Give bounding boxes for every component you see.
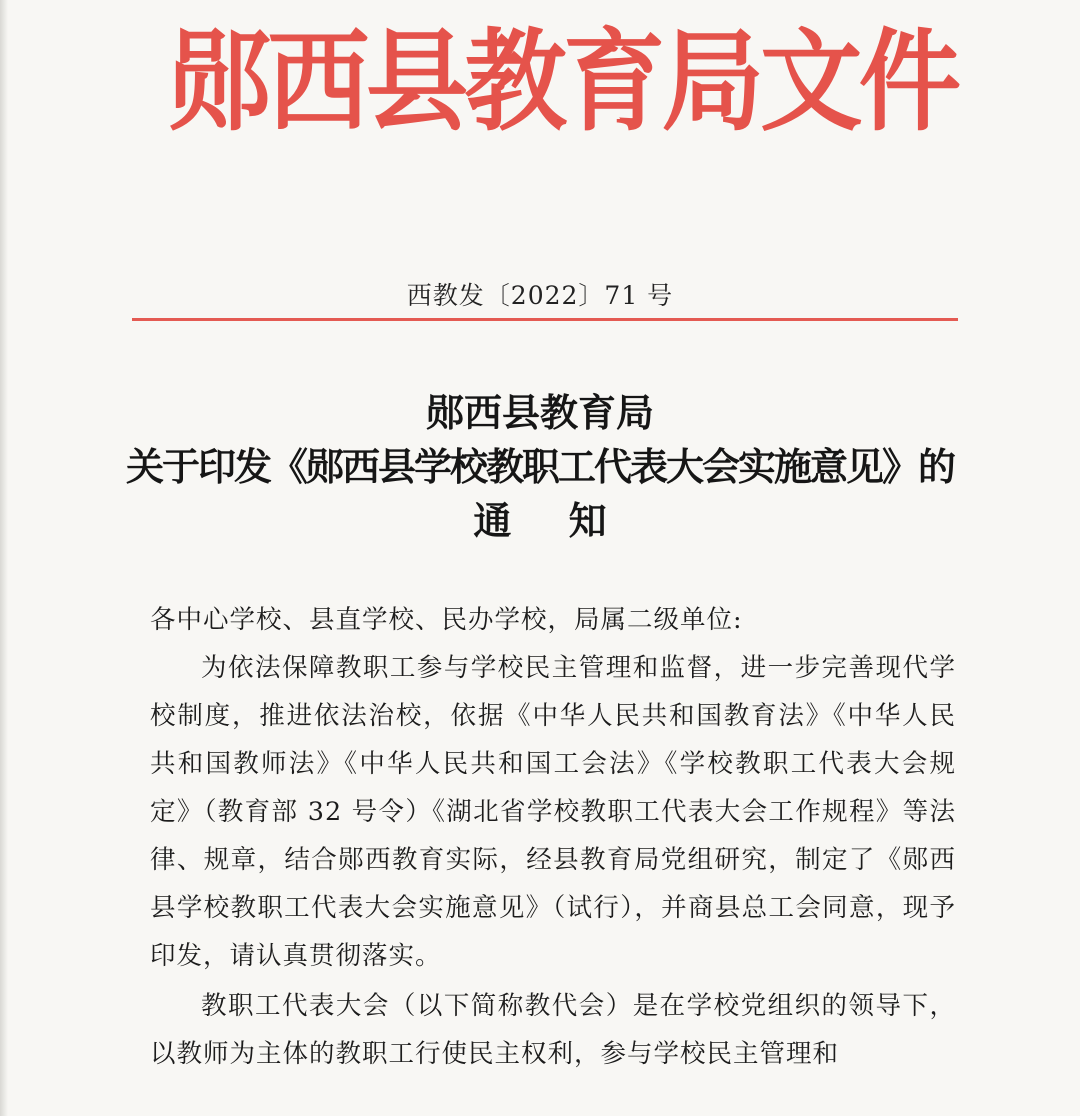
document-number: 西教发〔2022〕71 号 — [406, 281, 674, 310]
document-body — [150, 596, 956, 1078]
title-notice-word: 通 知 — [473, 499, 629, 543]
title-subject: 关于印发《郧西县学校教职工代表大会实施意见》的 — [125, 445, 954, 489]
body-paragraph-2: 教职工代表大会（以下简称教代会）是在学校党组织的领导下，以教师为主体的教职工行使民主权利，参与学校民主管理和 — [150, 991, 956, 1069]
notice-title — [100, 386, 980, 548]
title-issuer: 郧西县教育局 — [425, 391, 654, 435]
page-edge-shadow — [0, 0, 8, 1116]
red-divider-rule — [132, 318, 958, 321]
salutation: 各中心学校、县直学校、民办学校，局属二级单位: — [150, 605, 743, 635]
body-paragraph-1: 为依法保障教职工参与学校民主管理和监督，进一步完善现代学校制度，推进依法治校，依据《中华人民共和国教育法》《中华人民共和国教师法》《中华人民共和国工会法》《学校教职工代表大会规定》（教育部 32 号令）《湖北省学校教职工代表大会工作规程》等法律、规章，结合郧西教育实际，经县教育局党组研究，制定了《郧西县学校教职工代表大会实施意见》（试行），并商县总工会同意，现予印发，请认真贯彻落实。 — [150, 653, 956, 971]
document-masthead: 郧西县教育局文件 — [168, 18, 958, 146]
